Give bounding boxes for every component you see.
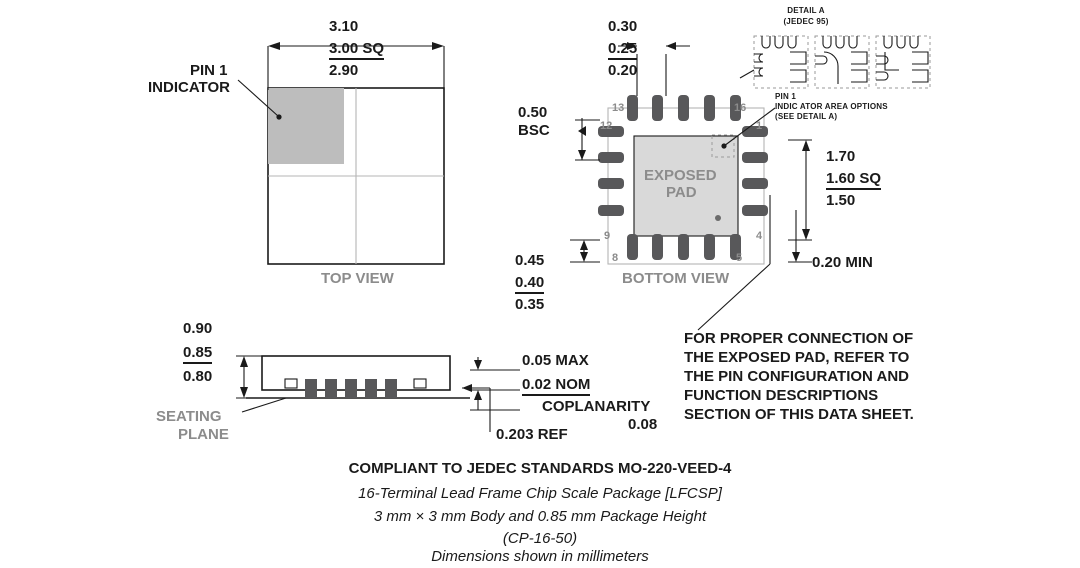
- footer-units: Dimensions shown in millimeters: [431, 548, 649, 565]
- pin-number-1: 1: [756, 120, 763, 132]
- pin-number-12: 12: [600, 120, 613, 132]
- lead-width-nom: 0.25: [608, 40, 637, 60]
- lead-pitch-value: 0.50: [518, 104, 548, 121]
- pin1-indicator-label-line1: PIN 1: [190, 62, 228, 79]
- detail-a-graphic: [740, 36, 930, 88]
- pin-number-13: 13: [612, 102, 625, 114]
- lead-length-max: 0.45: [515, 252, 545, 269]
- seating-plane-label-line1: SEATING: [156, 408, 222, 425]
- pin1-indicator-note-line2: INDIC ATOR AREA OPTIONS: [775, 102, 888, 111]
- lead-pitch-note: BSC: [518, 122, 550, 139]
- exposed-pad-note-line4: FUNCTION DESCRIPTIONS: [684, 387, 879, 404]
- exposed-pad-note-line1: FOR PROPER CONNECTION OF: [684, 330, 914, 347]
- footer-body-size: 3 mm × 3 mm Body and 0.85 mm Package Height: [373, 508, 707, 525]
- footer-package-name: 16-Terminal Lead Frame Chip Scale Package [LFCSP]: [358, 485, 722, 502]
- top-view-caption: TOP VIEW: [321, 270, 394, 287]
- pin1-indicator-note-line1: PIN 1: [775, 92, 797, 101]
- body-size-max: 3.10: [329, 18, 359, 35]
- coplanarity-value: 0.08: [628, 416, 658, 433]
- seating-plane-label-line2: PLANE: [178, 426, 229, 443]
- exposed-pad-note-line5: SECTION OF THIS DATA SHEET.: [684, 406, 914, 423]
- exposed-pad-note-line2: THE EXPOSED PAD, REFER TO: [684, 349, 910, 366]
- pin1-indicator-label-line2: INDICATOR: [148, 79, 230, 96]
- footer-package-code: (CP-16-50): [502, 530, 578, 547]
- detail-a-subtitle: (JEDEC 95): [783, 17, 829, 26]
- exposed-pad-min: 1.50: [826, 192, 856, 209]
- lead-length-min: 0.35: [515, 296, 545, 313]
- exposed-pad-note-line3: THE PIN CONFIGURATION AND: [684, 368, 909, 385]
- exposed-pad-label-line1: EXPOSED: [644, 167, 717, 184]
- package-height-max: 0.90: [183, 320, 213, 337]
- lead-length-nom: 0.40: [515, 274, 544, 294]
- exposed-pad-label-line2: PAD: [666, 184, 697, 201]
- min-gap-dimension: 0.20 MIN: [812, 254, 873, 271]
- body-size-nom: 3.00 SQ: [329, 40, 384, 60]
- package-height-min: 0.80: [183, 368, 213, 385]
- pin-number-4: 4: [756, 230, 763, 242]
- pin-number-16: 16: [734, 102, 747, 114]
- lead-width-max: 0.30: [608, 18, 638, 35]
- lead-width-min: 0.20: [608, 62, 638, 79]
- detail-a-title: DETAIL A: [787, 6, 825, 15]
- pin-number-9: 9: [604, 230, 611, 242]
- bottom-view-caption: BOTTOM VIEW: [622, 270, 730, 287]
- body-size-min: 2.90: [329, 62, 359, 79]
- standoff-nom: 0.02 NOM: [522, 376, 590, 396]
- pin-number-8: 8: [612, 252, 619, 264]
- pin1-indicator-note-line3: (SEE DETAIL A): [775, 112, 838, 121]
- package-height-nom: 0.85: [183, 344, 212, 364]
- coplanarity-label: COPLANARITY: [542, 398, 651, 415]
- lead-thickness-ref: 0.203 REF: [496, 426, 568, 443]
- exposed-pad-max: 1.70: [826, 148, 856, 165]
- footer-jedec-compliance: COMPLIANT TO JEDEC STANDARDS MO-220-VEED-4: [348, 460, 732, 477]
- side-view-graphic: [236, 356, 520, 432]
- standoff-max: 0.05 MAX: [522, 352, 589, 369]
- exposed-pad-nom: 1.60 SQ: [826, 170, 881, 190]
- pin-number-5: 5: [736, 252, 743, 264]
